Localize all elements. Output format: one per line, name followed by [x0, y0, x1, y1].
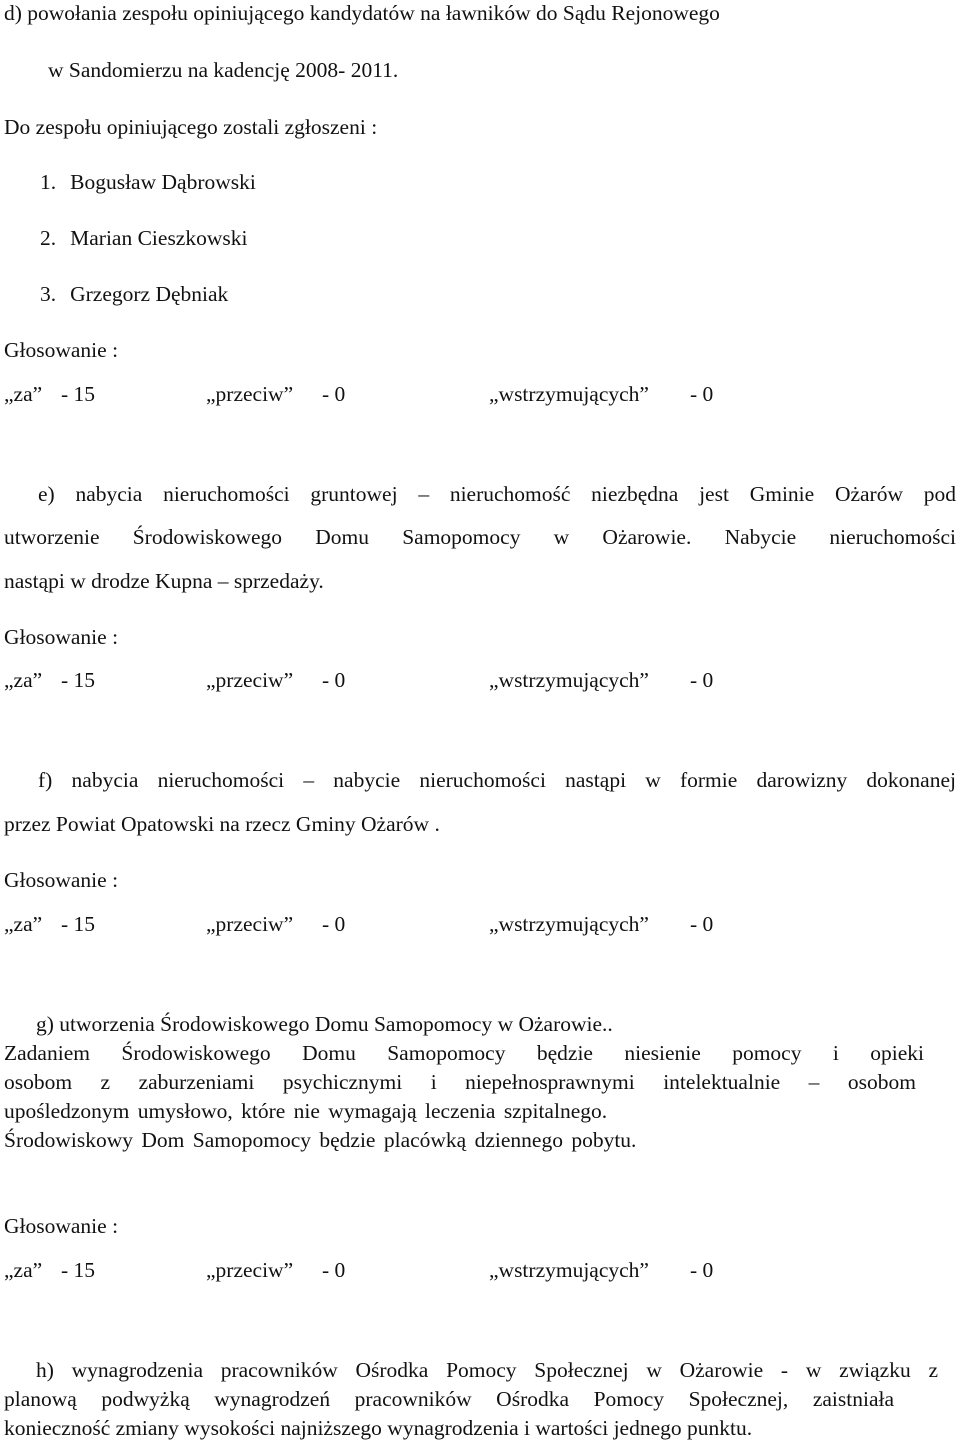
vote-przeciw-value: - 0 [322, 912, 346, 936]
section-e-line-1: e) nabycia nieruchomości gruntowej – nieruchomość niezbędna jest Gminie Ożarów pod [38, 482, 956, 506]
vote-wstrzymujacych-label: „wstrzymujących” [489, 1258, 649, 1282]
list-item-name: Marian Cieszkowski [70, 226, 248, 250]
vote-za-label: „za” [4, 1258, 43, 1282]
vote-za-value: - 15 [61, 912, 96, 936]
vote-przeciw-value: - 0 [322, 382, 346, 406]
section-g-line-2: osobom z zaburzeniami psychicznymi i niepełnosprawnymi intelektualnie – osobom [4, 1070, 916, 1094]
section-e-line-2: utworzenie Środowiskowego Domu Samopomocy w Ożarowie. Nabycie nieruchomości [4, 525, 956, 549]
section-g-line-4: Środowiskowy Dom Samopomocy będzie placówką dziennego pobytu. [4, 1128, 637, 1152]
vote-wstrzymujacych-label: „wstrzymujących” [489, 382, 649, 406]
section-g-title: g) utworzenia Środowiskowego Domu Samopomocy w Ożarowie.. [36, 1012, 613, 1036]
vote-za-value: - 15 [61, 668, 96, 692]
vote-przeciw-label: „przeciw” [206, 912, 294, 936]
section-f-line-1: f) nabycia nieruchomości – nabycie nieruchomości nastąpi w formie darowizny dokonanej [38, 768, 956, 792]
vote-za-value: - 15 [61, 382, 96, 406]
section-g-line-3: upośledzonym umysłowo, które nie wymagają leczenia szpitalnego. [4, 1099, 608, 1123]
vote-przeciw-value: - 0 [322, 668, 346, 692]
section-g-line-1: Zadaniem Środowiskowego Domu Samopomocy będzie niesienie pomocy i opieki [4, 1041, 924, 1065]
list-item-number: 1. [40, 170, 57, 194]
list-item [40, 284, 228, 306]
section-f-line-2: przez Powiat Opatowski na rzecz Gminy Ożarów . [4, 812, 440, 836]
vote-label: Głosowanie : [4, 338, 119, 362]
vote-przeciw-label: „przeciw” [206, 382, 294, 406]
vote-przeciw-label: „przeciw” [206, 668, 294, 692]
list-item [40, 228, 247, 250]
vote-label: Głosowanie : [4, 625, 119, 649]
section-d-line-2: w Sandomierzu na kadencję 2008- 2011. [48, 58, 399, 82]
section-e-line-3: nastąpi w drodze Kupna – sprzedaży. [4, 569, 324, 593]
section-d-line-1: d) powołania zespołu opiniującego kandydatów na ławników do Sądu Rejonowego [4, 1, 720, 25]
section-d-intro: Do zespołu opiniującego zostali zgłoszeni : [4, 115, 378, 139]
vote-wstrzymujacych-value: - 0 [690, 1258, 714, 1282]
vote-za-label: „za” [4, 912, 43, 936]
vote-wstrzymujacych-value: - 0 [690, 668, 714, 692]
section-h-line-2: planową podwyżką wynagrodzeń pracowników Ośrodka Pomocy Społecznej, zaistniała [4, 1387, 894, 1411]
list-item [40, 172, 256, 194]
list-item-number: 2. [40, 226, 57, 250]
section-h-line-3: konieczność zmiany wysokości najniższego wynagrodzenia i wartości jednego punktu. [4, 1416, 753, 1440]
vote-za-value: - 15 [61, 1258, 96, 1282]
vote-wstrzymujacych-label: „wstrzymujących” [489, 668, 649, 692]
vote-label: Głosowanie : [4, 868, 119, 892]
vote-wstrzymujacych-value: - 0 [690, 382, 714, 406]
list-item-name: Bogusław Dąbrowski [70, 170, 256, 194]
vote-przeciw-value: - 0 [322, 1258, 346, 1282]
section-h-line-1: h) wynagrodzenia pracowników Ośrodka Pomocy Społecznej w Ożarowie - w związku z [36, 1358, 938, 1382]
vote-wstrzymujacych-value: - 0 [690, 912, 714, 936]
vote-wstrzymujacych-label: „wstrzymujących” [489, 912, 649, 936]
vote-za-label: „za” [4, 668, 43, 692]
list-item-name: Grzegorz Dębniak [70, 282, 229, 306]
vote-przeciw-label: „przeciw” [206, 1258, 294, 1282]
vote-za-label: „za” [4, 382, 43, 406]
vote-label: Głosowanie : [4, 1214, 119, 1238]
list-item-number: 3. [40, 282, 57, 306]
